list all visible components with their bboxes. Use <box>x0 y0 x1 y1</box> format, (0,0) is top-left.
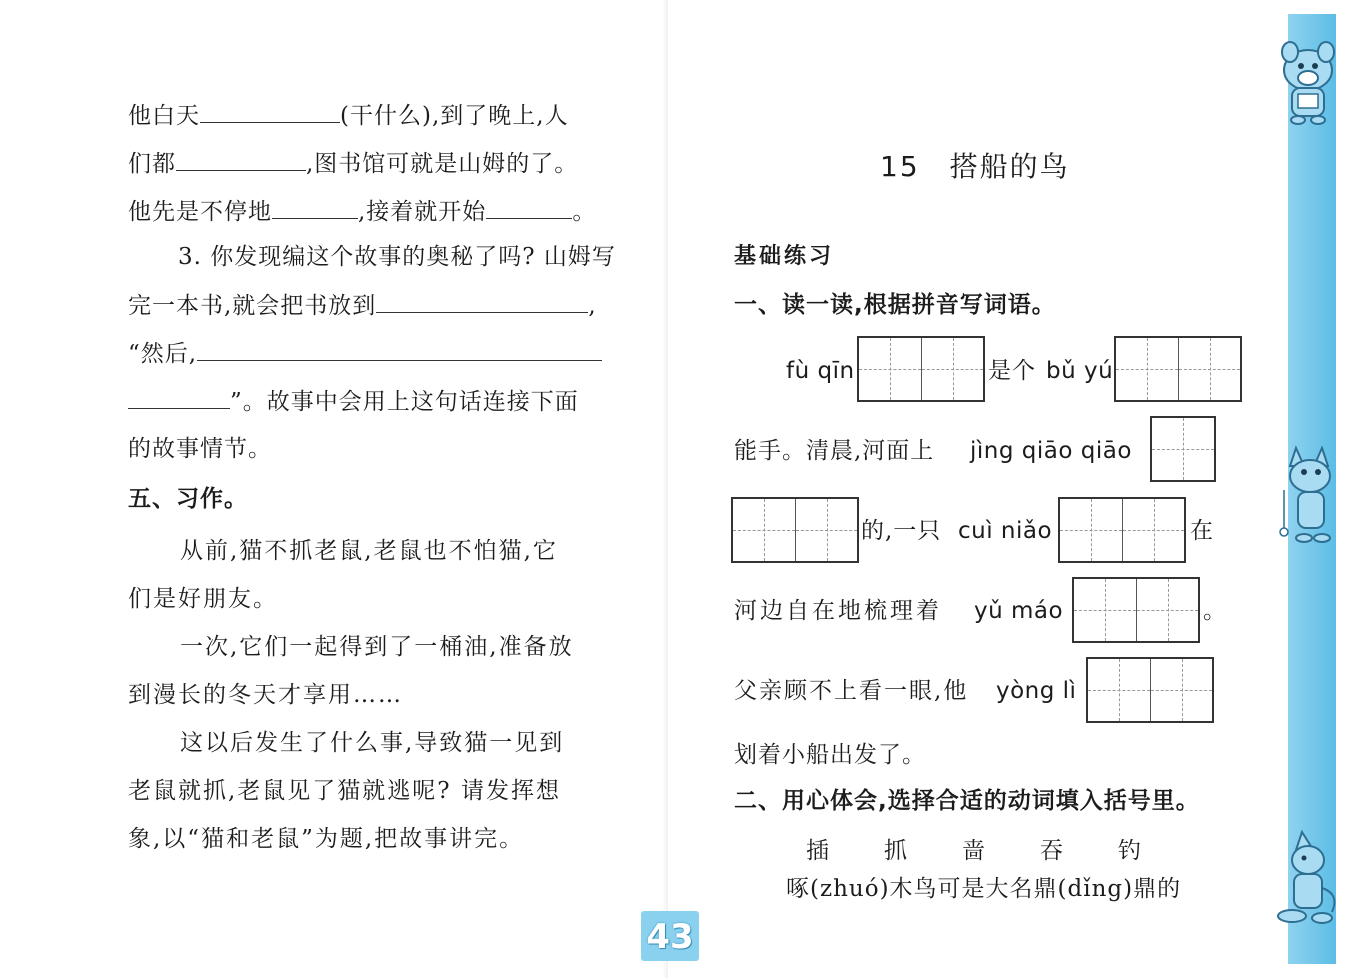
answer-blank[interactable] <box>176 148 306 171</box>
cartoon-pig-icon <box>1268 30 1344 126</box>
text-line-7 <box>128 386 579 417</box>
answer-blank[interactable] <box>128 386 230 409</box>
text-shige: 是个 <box>988 358 1036 384</box>
answer-blank[interactable] <box>486 196 572 219</box>
essay-line-5: 这以后发生了什么事,导致猫一见到 <box>180 730 565 756</box>
writing-grid-1[interactable] <box>1150 416 1216 482</box>
text-hebian: 河边自在地梳理着 <box>734 598 942 624</box>
section-five-heading: 五、习作。 <box>128 486 248 512</box>
essay-line-3: 一次,它们一起得到了一桶油,准备放 <box>180 634 574 660</box>
essay-line-4: 到漫长的冬天才享用…… <box>128 682 403 708</box>
writing-grid-2[interactable] <box>731 497 859 563</box>
text-de-yizhi: 的,一只 <box>861 518 942 544</box>
grid-cell[interactable] <box>1152 418 1214 480</box>
verb-option: 抓 <box>884 838 907 864</box>
verb-option: 吞 <box>1040 838 1063 864</box>
text-line-1 <box>128 100 569 131</box>
essay-line-7: 象,以“猫和老鼠”为题,把故事讲完。 <box>128 826 525 852</box>
text-line-6 <box>128 338 602 369</box>
section-basic-heading: 基础练习 <box>734 244 835 269</box>
line-1-end: (干什么),到了晚上,人 <box>340 103 569 129</box>
line-3-mid: ,接着就开始 <box>358 199 487 225</box>
answer-blank[interactable] <box>200 100 340 123</box>
grid-cell[interactable] <box>1136 579 1198 641</box>
line-2-start: 们都 <box>128 151 176 177</box>
answer-blank[interactable] <box>376 290 588 313</box>
text-line-5 <box>128 290 597 321</box>
text-period: 。 <box>1203 598 1227 624</box>
writing-grid-2[interactable] <box>1086 657 1214 723</box>
verb-option: 啬 <box>962 838 985 864</box>
grid-cell[interactable] <box>1150 659 1212 721</box>
lesson-name: 搭船的鸟 <box>949 150 1070 183</box>
lesson-title <box>880 145 1070 185</box>
line-3-end: 。 <box>572 199 597 225</box>
answer-blank[interactable] <box>272 196 358 219</box>
pinyin-jingqiaoqiao: jìng qiāo qiāo <box>970 438 1132 464</box>
answer-blank[interactable] <box>197 338 602 361</box>
essay-line-2: 们是好朋友。 <box>128 586 278 612</box>
text-line-2 <box>128 148 578 179</box>
grid-cell[interactable] <box>1122 499 1184 561</box>
line-7-text: ”。故事中会用上这句话连接下面 <box>230 389 579 415</box>
text-zai: 在 <box>1190 518 1214 544</box>
text-line-3 <box>128 196 596 227</box>
grid-cell[interactable] <box>859 338 921 400</box>
grid-cell[interactable] <box>1060 499 1122 561</box>
pinyin-buyu: bǔ yú <box>1046 358 1114 384</box>
question-1-title: 一、读一读,根据拼音写词语。 <box>734 292 1056 318</box>
line-5-end: , <box>588 293 597 319</box>
text-nengshou: 能手。清晨,河面上 <box>734 438 935 464</box>
grid-cell[interactable] <box>733 499 795 561</box>
cartoon-wolf-icon <box>1274 440 1344 550</box>
left-page <box>0 0 668 978</box>
lesson-number: 15 <box>880 150 920 183</box>
essay-line-6: 老鼠就抓,老鼠见了猫就逃呢? 请发挥想 <box>128 778 561 804</box>
line-1-start: 他白天 <box>128 103 200 129</box>
writing-grid-2[interactable] <box>1114 336 1242 402</box>
grid-cell[interactable] <box>1074 579 1136 641</box>
pinyin-fuqin: fù qīn <box>786 358 855 384</box>
grid-cell[interactable] <box>921 338 983 400</box>
question-2-title: 二、用心体会,选择合适的动词填入括号里。 <box>734 788 1200 814</box>
text-line-8: 的故事情节。 <box>128 436 272 462</box>
pinyin-cuiniao: cuì niǎo <box>958 518 1053 544</box>
writing-grid-2[interactable] <box>1058 497 1186 563</box>
pinyin-yongli: yòng lì <box>996 678 1077 704</box>
pinyin-yumao: yǔ máo <box>974 598 1064 624</box>
verb-choices <box>806 832 1196 865</box>
line-2-end: ,图书馆可就是山姆的了。 <box>306 151 579 177</box>
line-5-start: 完一本书,就会把书放到 <box>128 293 377 319</box>
page-number: 43 <box>641 911 699 961</box>
text-fuqin-gu: 父亲顾不上看一眼,他 <box>734 678 969 704</box>
grid-cell[interactable] <box>1116 338 1178 400</box>
writing-grid-2[interactable] <box>857 336 985 402</box>
question-3: 3. 你发现编这个故事的奥秘了吗? 山姆写 <box>178 244 616 270</box>
essay-line-1: 从前,猫不抓老鼠,老鼠也不怕猫,它 <box>180 538 558 564</box>
line-3-start: 他先是不停地 <box>128 199 272 225</box>
line-6-start: “然后, <box>128 341 198 367</box>
grid-cell[interactable] <box>795 499 857 561</box>
verb-option: 插 <box>806 838 829 864</box>
cartoon-fox-icon <box>1272 828 1344 928</box>
grid-cell[interactable] <box>1088 659 1150 721</box>
writing-grid-2[interactable] <box>1072 577 1200 643</box>
text-huazhe: 划着小船出发了。 <box>734 742 926 768</box>
question-2-sentence: 啄(zhuó)木鸟可是大名鼎(dǐng)鼎的 <box>786 876 1182 902</box>
verb-option: 钓 <box>1118 838 1141 864</box>
grid-cell[interactable] <box>1178 338 1240 400</box>
